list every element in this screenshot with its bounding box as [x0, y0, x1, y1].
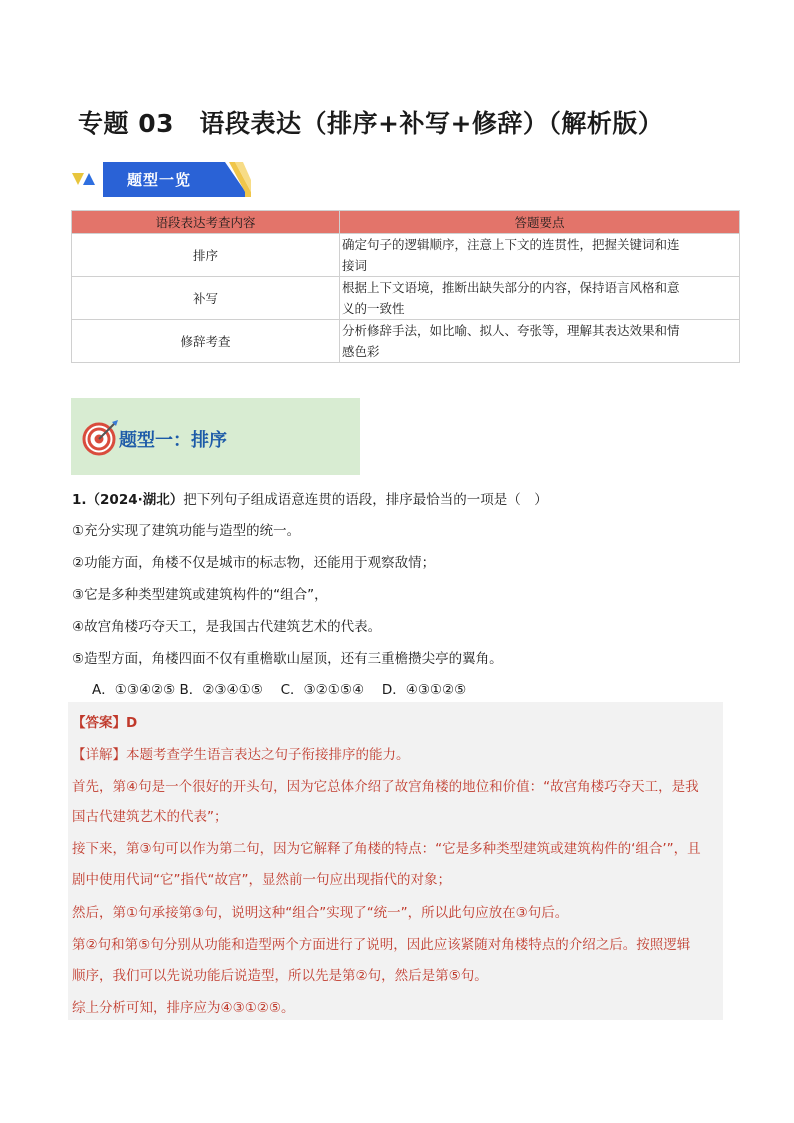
- answer-line: 【答案】D: [72, 715, 138, 731]
- explanation-line: 剧中使用代词“它”指代“故宫”，显然前一句应出现指代的对象；: [72, 872, 451, 888]
- sentence-item: ④故宫角楼巧夺天工，是我国古代建筑艺术的代表。: [72, 619, 382, 635]
- overview-banner: [72, 160, 252, 200]
- sentence-item: ①充分实现了建筑功能与造型的统一。: [72, 523, 301, 539]
- explanation-line: 首先，第④句是一个很好的开头句，因为它总体介绍了故宫角楼的地位和价值：“故宫角楼巧夺天工，是我: [72, 779, 699, 795]
- table-cell-point-line: 感色彩: [342, 344, 380, 359]
- table-cell-item: 修辞考查: [72, 320, 340, 363]
- question-text: 把下列句子组成语意连贯的语段，排序最恰当的一项是（ ）: [183, 492, 548, 508]
- table-cell-point-line: 确定句子的逻辑顺序，注意上下文的连贯性，把握关键词和连: [342, 237, 680, 252]
- explanation-line: 然后，第①句承接第③句，说明这种“组合”实现了“统一”，所以此句应放在③句后。: [72, 905, 569, 921]
- banner-stripe-icon: [215, 162, 251, 197]
- question-source: （2024·湖北）: [86, 492, 184, 508]
- table-header-row: [72, 211, 740, 234]
- overview-table: [71, 210, 740, 363]
- sentence-item: ⑤造型方面，角楼四面不仅有重檐歇山屋顶，还有三重檐攒尖亭的翼角。: [72, 651, 503, 667]
- explanation-line: 综上分析可知，排序应为④③①②⑤。: [72, 1000, 295, 1016]
- sentence-item: ③它是多种类型建筑或建筑构件的“组合”，: [72, 587, 328, 603]
- target-icon: [82, 418, 120, 456]
- table-header-points: 答题要点: [340, 211, 740, 234]
- section-title: 题型一：排序: [119, 430, 227, 451]
- table-cell-point-line: 根据上下文语境，推断出缺失部分的内容，保持语言风格和意: [342, 280, 680, 295]
- table-cell-item: 补写: [72, 277, 340, 320]
- table-row: [72, 234, 740, 277]
- blue-triangle-icon: [83, 173, 95, 185]
- page-title: 专题 03 语段表达（排序+补写+修辞）（解析版）: [78, 109, 664, 138]
- table-cell-item: 排序: [72, 234, 340, 277]
- table-row: [72, 320, 740, 363]
- overview-banner-label: 题型一览: [103, 162, 215, 197]
- explanation-line: 国古代建筑艺术的代表”；: [72, 809, 228, 825]
- table-cell-point: [340, 234, 740, 277]
- table-header-content: 语段表达考查内容: [72, 211, 340, 234]
- explanation-line: 接下来，第③句可以作为第二句，因为它解释了角楼的特点：“它是多种类型建筑或建筑构件的‘组合’”，且: [72, 841, 701, 857]
- answer-options: A．①③④②⑤ B．②③④①⑤ C．③②①⑤④ D．④③①②⑤: [92, 682, 467, 698]
- table-cell-point: [340, 320, 740, 363]
- detail-line: 【详解】本题考查学生语言表达之句子衔接排序的能力。: [72, 747, 410, 763]
- question-stem: [72, 488, 548, 508]
- table-cell-point-line: 义的一致性: [342, 301, 405, 316]
- explanation-line: 顺序，我们可以先说功能后说造型，所以先是第②句，然后是第⑤句。: [72, 968, 488, 984]
- sentence-item: ②功能方面，角楼不仅是城市的标志物，还能用于观察敌情；: [72, 555, 436, 571]
- table-cell-point-line: 分析修辞手法，如比喻、拟人、夸张等，理解其表达效果和情: [342, 323, 680, 338]
- table-cell-point-line: 接词: [342, 258, 368, 273]
- table-cell-point: [340, 277, 740, 320]
- explanation-line: 第②句和第⑤句分别从功能和造型两个方面进行了说明，因此应该紧随对角楼特点的介绍之后。按照逻辑: [72, 937, 691, 953]
- table-row: [72, 277, 740, 320]
- question-number: 1.: [72, 492, 87, 508]
